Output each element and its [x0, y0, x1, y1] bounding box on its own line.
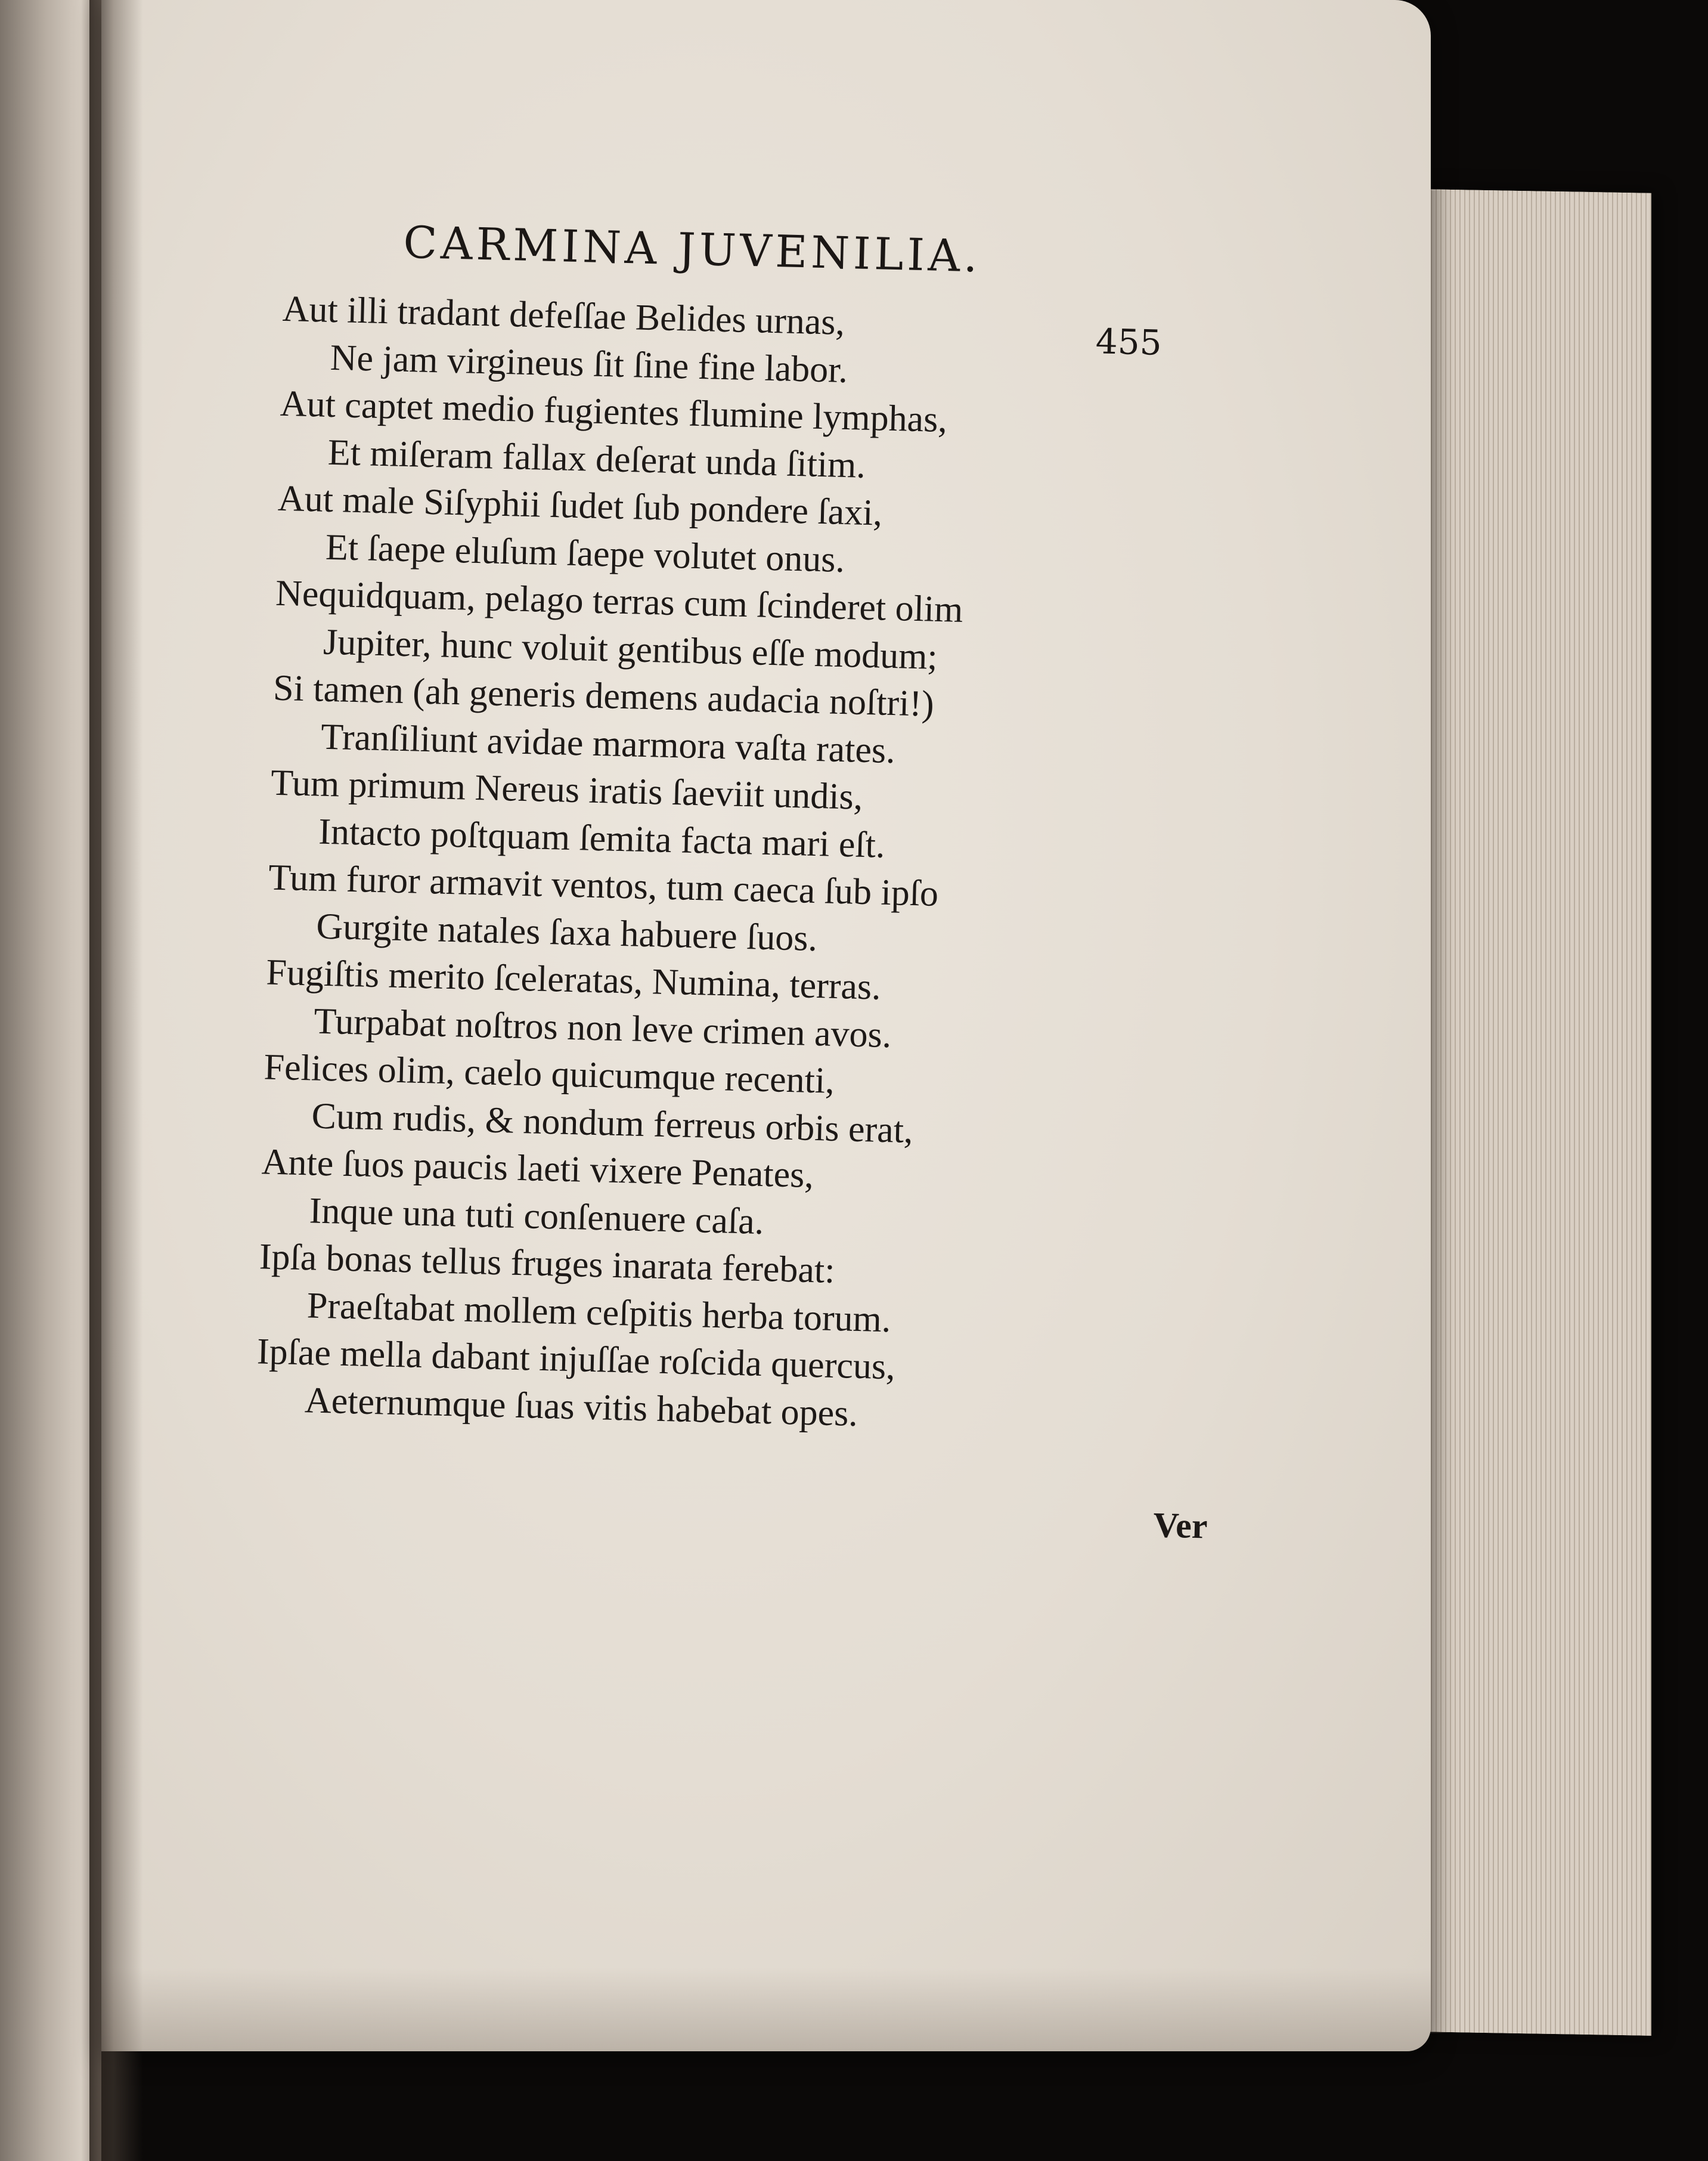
verse-line: Tum furor armavit ventos, tum caeca ſub ipſo: [268, 857, 939, 915]
verse-line: Si tamen (ah generis demens audacia noſtri!): [272, 667, 935, 725]
verse-line: Fugiſtis merito ſceleratas, Numina, terras.: [265, 952, 882, 1008]
verse-line: Aut captet medio fugientes flumine lymphas,: [280, 383, 948, 441]
verse-line: Nequidquam, pelago terras cum ſcinderet olim: [275, 572, 964, 630]
verse-line: Jupiter, hunc voluit gentibus eſſe modum;: [323, 621, 938, 677]
verse-line: Turpabat noſtros non leve crimen avos.: [313, 1001, 892, 1055]
verse-line: Intacto poſtquam ſemita facta mari eſt.: [318, 811, 886, 866]
verse-line: Ante ſuos paucis laeti vixere Penates,: [261, 1141, 814, 1196]
verse-line: Ne jam virgineus ſit ſine fine labor.: [330, 337, 848, 391]
verse-line: Tum primum Nereus iratis ſaeviit undis,: [270, 762, 864, 818]
verse-line: Inque una tuti conſenuere caſa.: [309, 1190, 765, 1242]
page-number: 455: [1095, 321, 1163, 363]
verse-line: Ipſae mella dabant injuſſae roſcida quercus,: [256, 1331, 896, 1388]
verse-line: Tranſiliunt avidae marmora vaſta rates.: [320, 716, 896, 771]
verse-line: Cum rudis, & nondum ferreus orbis erat,: [311, 1095, 914, 1151]
verse-line: Et ſaepe eluſum ſaepe volutet onus.: [325, 527, 845, 580]
verse-line: Aut male Siſyphii ſudet ſub pondere ſaxi,: [277, 478, 883, 534]
running-head: CARMINA JUVENILIA.: [402, 216, 982, 283]
verse-line: Aut illi tradant defeſſae Belides urnas,: [282, 288, 845, 343]
verse-line: Felices olim, caelo quicumque recenti,: [263, 1047, 835, 1101]
verse-line: Gurgite natales ſaxa habuere ſuos.: [315, 906, 818, 959]
verse-line: Aeternumque ſuas vitis habebat opes.: [304, 1379, 858, 1434]
verse-line: Ipſa bonas tellus fruges inarata ferebat:: [259, 1236, 836, 1291]
verse-lines: [255, 286, 971, 1440]
verse-line: Praeſtabat mollem ceſpitis herba torum.: [306, 1284, 892, 1340]
verse-line: Et miſeram fallax deſerat unda ſitim.: [327, 432, 866, 486]
catchword: Ver: [1152, 1505, 1208, 1546]
